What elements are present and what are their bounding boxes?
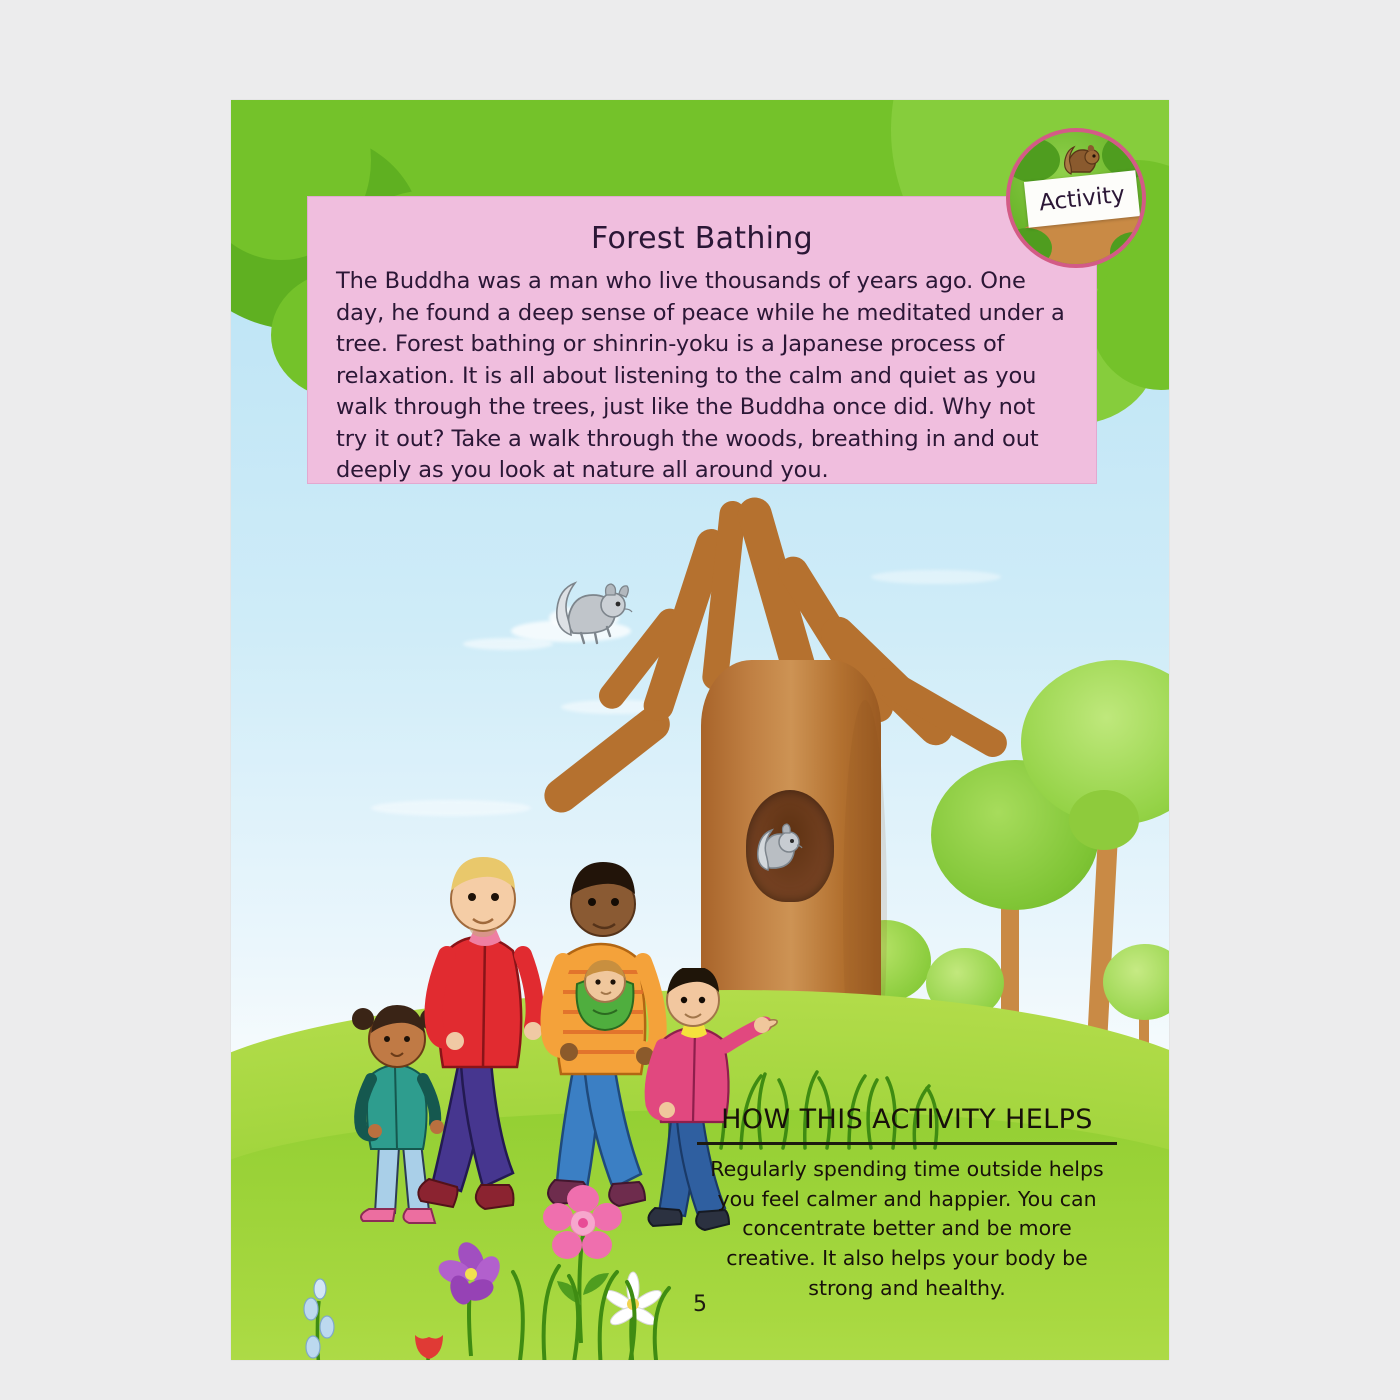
grass-tuft-foreground-icon <box>489 1220 689 1360</box>
page-number: 5 <box>693 1292 707 1317</box>
activity-badge[interactable] <box>1006 128 1146 268</box>
helps-title: HOW THIS ACTIVITY HELPS <box>721 1104 1093 1135</box>
squirrel-icon <box>1062 144 1106 178</box>
activity-body-text: The Buddha was a man who live thousands of years ago. One day, he found a deep sense of peace while he meditated under a tree. Forest bathing or shinrin-yoku is a Japanese process of relaxation. It is all about listening to the calm and quiet as you walk through the trees, just like the Buddha once did. Why not try it out? Take a walk through the woods, breathing in and out deeply as you look at nature all around you. <box>336 268 1065 483</box>
how-this-activity-helps <box>697 1104 1117 1304</box>
badge-bush <box>1006 138 1060 182</box>
background-tree-crown <box>1069 790 1139 850</box>
book-page <box>231 100 1169 1360</box>
activity-text-panel <box>307 196 1097 484</box>
divider <box>697 1142 1117 1145</box>
cloud-icon <box>371 800 531 816</box>
page-title: Forest Bathing <box>591 221 813 256</box>
squirrel-in-hollow-icon <box>756 818 826 880</box>
helps-body: Regularly spending time outside helps you feel calmer and happier. You can concentrate better and be more creative. It also helps your body be strong and healthy. <box>710 1157 1104 1300</box>
badge-label: Activity <box>1024 170 1140 227</box>
